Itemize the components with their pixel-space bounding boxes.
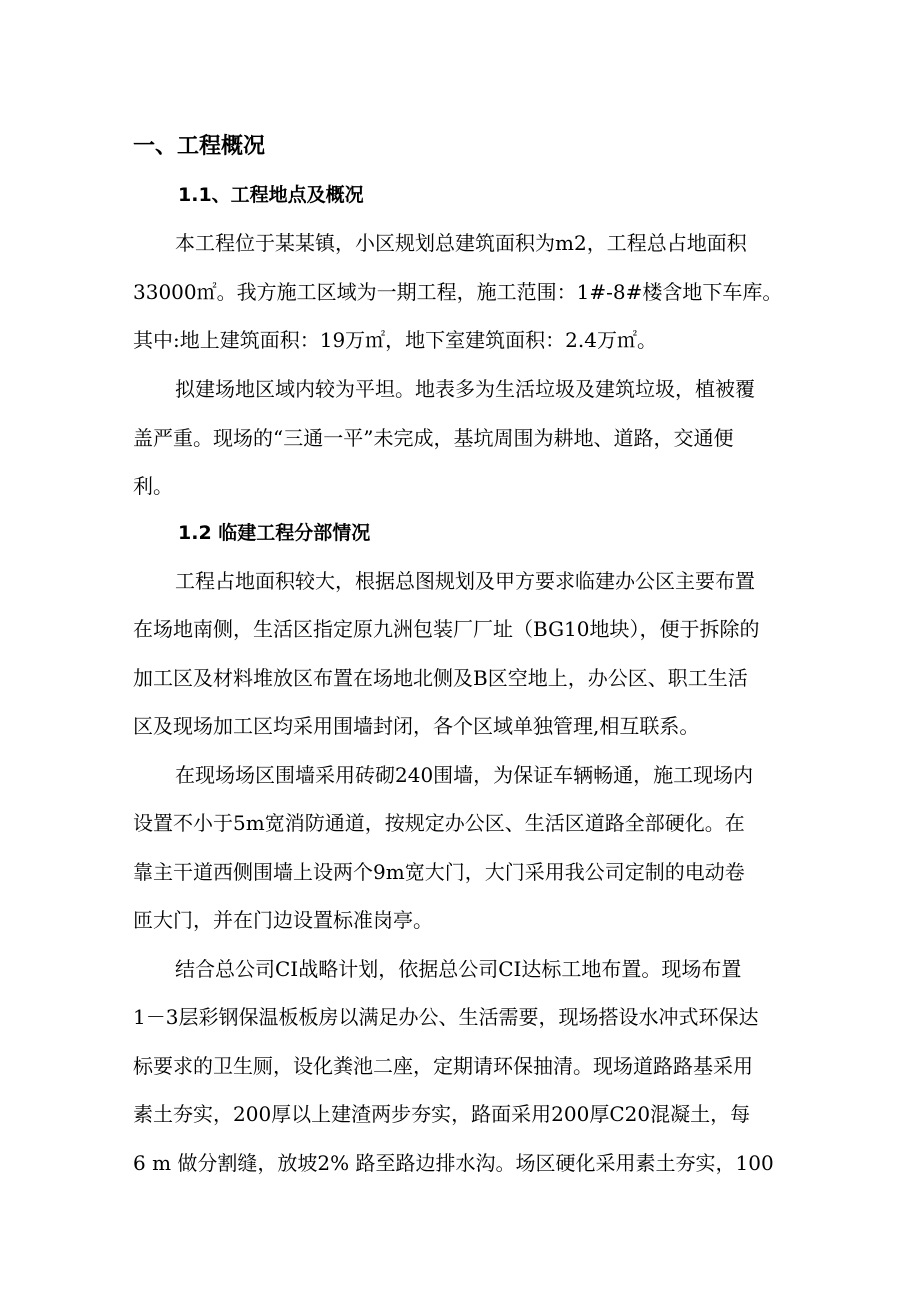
paragraph-line: 匝大门，并在门边设置标准岗亭。: [133, 908, 433, 932]
paragraph-line: 本工程位于某某镇，小区规划总建筑面积为m2，工程总占地面积: [175, 231, 747, 255]
paragraph-line: 加工区及材料堆放区布置在场地北侧及B区空地上，办公区、职工生活: [133, 666, 748, 690]
paragraph-line: 设置不小于5m宽消防通道，按规定办公区、生活区道路全部硬化。在: [133, 811, 745, 835]
paragraph-line: 在现场场区围墙采用砖砌240围墙，为保证车辆畅通，施工现场内: [175, 763, 754, 787]
section-heading-1-2: 1.2 临建工程分部情况: [178, 522, 371, 544]
section-heading-1-1: 1.1、工程地点及概况: [178, 184, 364, 206]
paragraph-line: 盖严重。现场的“三通一平”未完成，基坑周围为耕地、道路，交通便: [133, 426, 734, 450]
paragraph-line: 结合总公司CI战略计划，依据总公司CI达标工地布置。现场布置: [175, 957, 742, 981]
paragraph-line: 其中:地上建筑面积：19万㎡，地下室建筑面积：2.4万㎡。: [133, 328, 657, 352]
paragraph-line: 1－3层彩钢保温板板房以满足办公、生活需要，现场搭设水冲式环保达: [133, 1005, 759, 1029]
paragraph-line: 标要求的卫生厕，设化粪池二座，定期请环保抽清。现场道路路基采用: [133, 1054, 753, 1078]
paragraph-line: 33000㎡。我方施工区域为一期工程，施工范围：1#-8#楼含地下车库。: [133, 280, 783, 304]
paragraph-line: 拟建场地区域内较为平坦。地表多为生活垃圾及建筑垃圾，植被覆: [175, 377, 755, 401]
paragraph-line: 6 m 做分割缝，放坡2% 路至路边排水沟。场区硬化采用素土夯实，100: [133, 1151, 774, 1175]
paragraph-line: 区及现场加工区均采用围墙封闭，各个区域单独管理,相互联系。: [133, 714, 700, 738]
paragraph-line: 素土夯实，200厚以上建渣两步夯实，路面采用200厚C20混凝土，每: [133, 1102, 751, 1126]
paragraph-line: 利。: [133, 474, 173, 498]
paragraph-line: 靠主干道西侧围墙上设两个9m宽大门，大门采用我公司定制的电动卷: [133, 860, 745, 884]
paragraph-line: 工程占地面积较大，根据总图规划及甲方要求临建办公区主要布置: [175, 569, 755, 593]
chapter-heading: 一、工程概况: [133, 134, 266, 159]
paragraph-line: 在场地南侧，生活区指定原九洲包装厂厂址（BG10地块），便于拆除的: [133, 617, 760, 641]
